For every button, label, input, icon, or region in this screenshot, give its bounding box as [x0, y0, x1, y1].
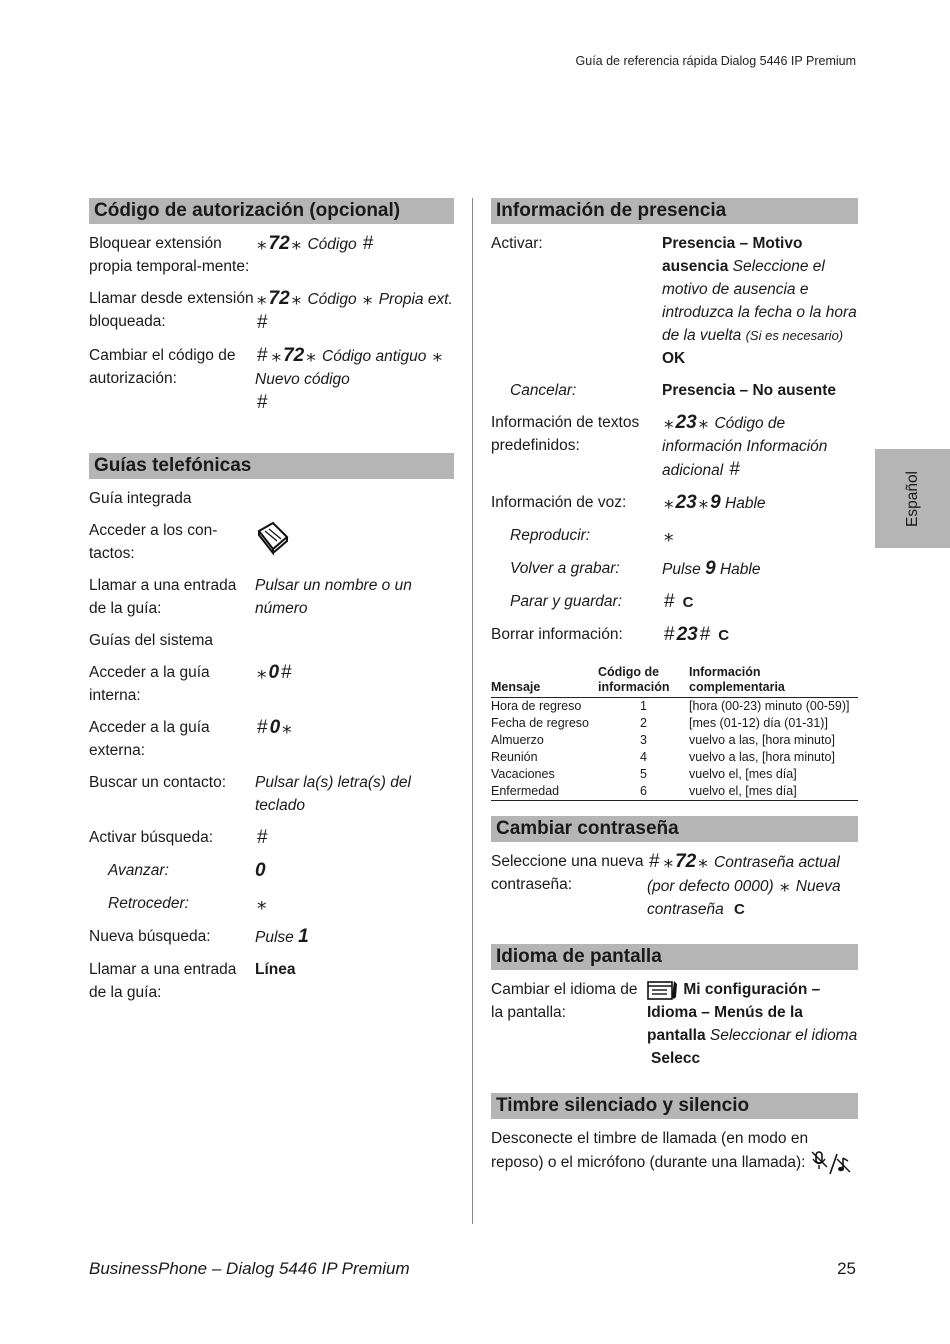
auth-call-row [89, 287, 454, 335]
table-header: Información complementaria [689, 665, 858, 698]
dir-forward-label: Avanzar: [108, 862, 169, 879]
dir-call-row [89, 574, 454, 620]
presence-activate-label: Activar: [491, 235, 543, 252]
dir-contacts-value [255, 519, 454, 565]
dir-back-row [89, 892, 454, 916]
star-key-icon: ⁎ [257, 288, 267, 309]
table-header: Mensaje [491, 665, 598, 698]
table-cell: 3 [640, 733, 647, 747]
ok-softkey: OK [662, 350, 686, 367]
table-cell: vuelvo a las, [hora minuto] [689, 750, 835, 764]
silence-text [491, 1127, 858, 1176]
auth-change-row [89, 344, 454, 415]
star-key-icon: ⁎ [664, 525, 674, 546]
key-digit: 9 [710, 492, 721, 513]
section-title-silence: Timbre silenciado y silencio [491, 1093, 858, 1119]
current-password-word: Contraseña actual (por defecto 0000) [647, 854, 840, 895]
section-title-directories: Guías telefónicas [89, 453, 454, 479]
new-password-word: Nueva contraseña [647, 878, 841, 918]
presence-menu-path: Presencia – Motivo ausencia [662, 235, 803, 275]
table-header: Código de información [598, 665, 689, 698]
password-value [647, 850, 858, 921]
dir-external-label: Acceder a la guía externa: [89, 719, 210, 759]
ext-word: Propia ext. [378, 291, 453, 308]
presence-cancel-label: Cancelar: [510, 382, 577, 399]
key-digit: 9 [705, 558, 716, 579]
mute-ringer-icon [810, 1150, 854, 1176]
presence-voice-label: Información de voz: [491, 494, 627, 511]
table-cell: Hora de regreso [491, 699, 582, 713]
table-cell: Reunión [491, 750, 538, 764]
subheading-integrated: Guía integrada [89, 490, 192, 507]
table-header-row [491, 665, 858, 698]
left-column [89, 198, 454, 1013]
table-row [491, 783, 858, 801]
star-key-icon: ⁎ [257, 233, 267, 254]
dir-call2-row [89, 958, 454, 1004]
language-side-tab [875, 449, 950, 548]
table-row [491, 732, 858, 749]
dir-new-label: Nueva búsqueda: [89, 928, 211, 945]
dir-contacts-row [89, 519, 454, 565]
dir-external-value [255, 716, 454, 762]
table-row [491, 766, 858, 783]
code-digits: 72 [268, 233, 290, 254]
hash-key-icon: # [362, 233, 374, 254]
dir-call-label: Llamar a una entrada de la guía: [89, 577, 237, 617]
presence-play-row [491, 524, 858, 548]
speak-word: Hable [719, 561, 761, 578]
table-cell: vuelvo el, [mes día] [689, 783, 858, 801]
table-cell: 1 [640, 699, 647, 713]
settings-menu-icon [647, 979, 679, 1001]
presence-voice-value [662, 491, 858, 515]
hash-key-icon: # [257, 392, 268, 413]
presence-activate-value [662, 232, 858, 370]
star-key-icon: ⁎ [271, 345, 282, 366]
language-value [647, 978, 858, 1070]
dir-internal-label: Acceder a la guía interna: [89, 664, 210, 704]
dir-new-row [89, 925, 454, 949]
presence-rerecord-label: Volver a grabar: [510, 560, 620, 577]
presence-delete-label: Borrar información: [491, 626, 623, 643]
c-key: C [734, 901, 745, 918]
dir-internal-row [89, 661, 454, 707]
star-key-icon: ⁎ [432, 345, 443, 366]
code-digits: 72 [675, 851, 697, 872]
presence-stop-row [491, 590, 858, 614]
star-key-icon: ⁎ [291, 288, 302, 309]
text-info-desc: Código de información Información adicional [662, 415, 828, 479]
hash-key-icon: # [281, 662, 292, 683]
pulse-word: Pulse [255, 929, 294, 946]
dir-external-row [89, 716, 454, 762]
star-key-icon: ⁎ [698, 492, 709, 513]
code-digits: 23 [675, 492, 697, 513]
presence-text-label: Información de textos predefinidos: [491, 414, 640, 454]
dir-back-label: Retroceder: [108, 895, 189, 912]
table-row [491, 698, 858, 716]
code-digits: 72 [268, 288, 290, 309]
presence-cancel-row [491, 379, 858, 402]
key-digit: 0 [269, 717, 281, 738]
select-softkey: Selecc [651, 1050, 701, 1067]
page-number: 25 [837, 1259, 856, 1278]
star-key-icon: ⁎ [257, 662, 267, 683]
table-cell: vuelvo el, [mes día] [689, 767, 797, 781]
presence-text-row [491, 411, 858, 482]
c-key: C [682, 594, 694, 611]
auth-block-row [89, 232, 454, 278]
table-cell: Fecha de regreso [491, 716, 589, 730]
presence-cancel-value: Presencia – No ausente [662, 382, 837, 399]
presence-instructions: Seleccione el motivo de ausencia e introduzca la fecha o la hora de la vuelta [662, 258, 857, 344]
dir-forward-row [89, 859, 454, 883]
table-cell: 2 [640, 716, 647, 730]
dir-activate-row [89, 826, 454, 850]
hash-key-icon: # [257, 345, 268, 366]
c-key: C [718, 627, 730, 644]
star-key-icon: ⁎ [291, 233, 302, 254]
table-cell: Vacaciones [491, 767, 555, 781]
code-digits: 23 [675, 412, 697, 433]
table-row [491, 715, 858, 732]
table-cell: 4 [640, 750, 647, 764]
pulse-word: Pulse [662, 561, 701, 578]
hash-key-icon: # [664, 591, 675, 612]
star-key-icon: ⁎ [664, 412, 674, 433]
key-digit: 0 [268, 662, 280, 683]
right-column [491, 198, 858, 1176]
star-key-icon: ⁎ [306, 345, 316, 366]
select-language-word: Seleccionar el idioma [709, 1027, 858, 1044]
presence-note: (Si es necesario) [745, 328, 844, 343]
presence-play-label: Reproducir: [510, 527, 591, 544]
presence-delete-row [491, 623, 858, 647]
old-code-word: Código antiguo [322, 348, 427, 365]
hash-key-icon: # [257, 827, 268, 848]
dir-call2-value: Línea [255, 961, 296, 978]
presence-activate-row [491, 232, 858, 370]
language-row [491, 978, 858, 1070]
silence-description: Desconecte el timbre de llamada (en modo en reposo) o el micrófono (durante una llamada): [491, 1130, 809, 1172]
presence-stop-label: Parar y guardar: [510, 593, 622, 610]
table-cell: Enfermedad [491, 783, 598, 801]
dir-search-label: Buscar un contacto: [89, 774, 226, 791]
dir-call2-label: Llamar a una entrada de la guía: [89, 961, 237, 1001]
table-cell: 5 [640, 767, 647, 781]
section-title-authorization: Código de autorización (opcional) [89, 198, 454, 224]
star-key-icon: ⁎ [663, 851, 674, 872]
footer-title: BusinessPhone – Dialog 5446 IP Premium [89, 1259, 410, 1278]
key-digit: 0 [255, 860, 266, 881]
table-cell: [mes (01-12) día (01-31)] [689, 716, 828, 730]
presence-rerecord-row [491, 557, 858, 581]
code-digits: 72 [283, 345, 305, 366]
section-title-password: Cambiar contraseña [491, 816, 858, 842]
dir-search-row [89, 771, 454, 817]
dir-call-value: Pulsar un nombre o un número [255, 577, 412, 617]
auth-change-value [255, 344, 454, 415]
auth-block-value [255, 232, 454, 278]
hash-key-icon: # [699, 624, 711, 645]
code-digits: 23 [676, 624, 698, 645]
star-key-icon: ⁎ [282, 717, 292, 738]
language-label: Cambiar el idioma de la pantalla: [491, 981, 638, 1021]
star-key-icon: ⁎ [698, 851, 708, 872]
hash-key-icon: # [257, 717, 268, 738]
code-word: Código [307, 236, 357, 253]
dir-search-value: Pulsar la(s) letra(s) del teclado [255, 774, 411, 814]
table-cell: vuelvo a las, [hora minuto] [689, 733, 835, 747]
star-key-icon: ⁎ [362, 288, 373, 309]
key-digit: 1 [298, 926, 309, 947]
dir-activate-label: Activar búsqueda: [89, 829, 214, 846]
page-header: Guía de referencia rápida Dialog 5446 IP Premium [575, 54, 856, 68]
language-side-label: Español [903, 470, 921, 527]
subheading-system: Guías del sistema [89, 632, 214, 649]
password-label: Seleccione una nueva contraseña: [491, 853, 644, 893]
table-row [491, 749, 858, 766]
dir-contacts-label: Acceder a los con-tactos: [89, 522, 218, 562]
hash-key-icon: # [729, 459, 741, 480]
star-key-icon: ⁎ [698, 412, 709, 433]
star-key-icon: ⁎ [257, 893, 267, 914]
message-table [491, 665, 858, 801]
new-code-word: Nuevo código [255, 371, 350, 388]
auth-block-label: Bloquear extensión propia temporal-mente: [89, 235, 250, 275]
column-divider [472, 198, 473, 1224]
hash-key-icon: # [257, 312, 268, 333]
star-key-icon: ⁎ [779, 875, 790, 896]
contacts-book-icon [255, 519, 291, 555]
table-cell: 6 [598, 783, 689, 801]
presence-text-value [662, 411, 858, 482]
auth-call-value [255, 287, 454, 335]
auth-call-label: Llamar desde extensión bloqueada: [89, 290, 254, 330]
hash-key-icon: # [664, 624, 675, 645]
presence-voice-row [491, 491, 858, 515]
password-row [491, 850, 858, 921]
language-menu-path: Mi configuración – Idioma – Menús de la pantalla [647, 981, 821, 1044]
table-cell: [hora (00-23) minuto (00-59)] [689, 699, 850, 713]
speak-word: Hable [725, 495, 766, 512]
auth-change-label: Cambiar el código de autorización: [89, 347, 236, 387]
section-title-presence: Información de presencia [491, 198, 858, 224]
hash-key-icon: # [649, 851, 660, 872]
star-key-icon: ⁎ [664, 492, 674, 513]
section-title-language: Idioma de pantalla [491, 944, 858, 970]
code-word: Código [307, 291, 357, 308]
dir-internal-value [255, 661, 454, 707]
table-cell: Almuerzo [491, 733, 544, 747]
